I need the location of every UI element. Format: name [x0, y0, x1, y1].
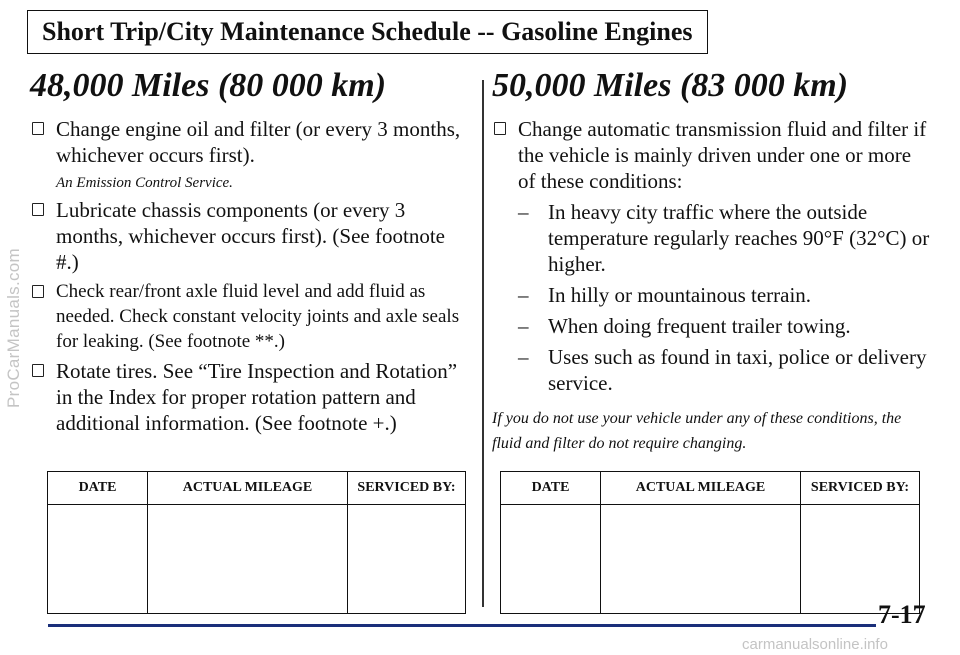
checklist-item — [30, 197, 470, 275]
checklist-item — [30, 279, 470, 354]
left-column-title: 48,000 Miles (80 000 km) — [30, 67, 387, 104]
condition-item — [492, 313, 932, 339]
service-log-table-left — [47, 471, 466, 614]
condition-item — [492, 344, 932, 396]
serviced-by-cell[interactable] — [348, 505, 466, 614]
checkbox-icon[interactable] — [32, 203, 44, 216]
table-header-row — [501, 472, 920, 505]
date-cell[interactable] — [48, 505, 148, 614]
checklist-item-text: Rotate tires. See “Tire Inspection and Rotation” in the Index for proper rotation pattern and additional information. (See footnote +.) — [56, 359, 458, 435]
mileage-cell[interactable] — [601, 505, 801, 614]
dash-bullet: – — [518, 345, 529, 369]
right-column — [492, 66, 932, 456]
date-header: DATE — [501, 472, 601, 505]
date-cell[interactable] — [501, 505, 601, 614]
dash-bullet: – — [518, 200, 529, 224]
condition-text: When doing frequent trailer towing. — [548, 314, 851, 338]
table-row — [48, 505, 466, 614]
left-column — [30, 66, 470, 436]
right-column-title: 50,000 Miles (83 000 km) — [492, 67, 849, 104]
dash-bullet: – — [518, 283, 529, 307]
checkbox-icon[interactable] — [32, 122, 44, 135]
side-watermark-text: ProCarManuals.com — [4, 247, 24, 408]
condition-text: In hilly or mountainous terrain. — [548, 283, 812, 307]
section-title: Short Trip/City Maintenance Schedule -- Gasoline Engines — [42, 17, 693, 46]
table-row — [501, 505, 920, 614]
checklist-item-text: Check rear/front axle fluid level and add fluid as needed. Check constant velocity joints and axle seals for leaking. (See footnote **.) — [56, 281, 460, 352]
condition-text: Uses such as found in taxi, police or delivery service. — [548, 345, 927, 395]
conditions-note: If you do not use your vehicle under any of these conditions, the fluid and filter do not require changing. — [492, 410, 902, 452]
condition-text: In heavy city traffic where the outside temperature regularly reaches 90°F (32°C) or higher. — [548, 200, 930, 276]
mileage-header: ACTUAL MILEAGE — [148, 472, 348, 505]
footer-rule — [48, 624, 876, 627]
serviced-by-header: SERVICED BY: — [348, 472, 466, 505]
checkbox-icon[interactable] — [32, 285, 44, 298]
emission-note: An Emission Control Service. — [56, 175, 233, 191]
service-log-table-right — [500, 471, 920, 614]
condition-item — [492, 282, 932, 308]
checklist-item — [492, 116, 932, 194]
checkbox-icon[interactable] — [494, 122, 506, 135]
page-number: 7-17 — [878, 600, 926, 629]
dash-bullet: – — [518, 314, 529, 338]
checklist-item-text: Change automatic transmission fluid and filter if the vehicle is mainly driven under one or more of these conditions: — [518, 117, 927, 193]
serviced-by-cell[interactable] — [801, 505, 920, 614]
mileage-cell[interactable] — [148, 505, 348, 614]
table-header-row — [48, 472, 466, 505]
section-header — [27, 10, 708, 54]
checklist-item — [30, 116, 470, 193]
checklist-item-text: Lubricate chassis components (or every 3 months, whichever occurs first). (See footnote #.) — [56, 198, 445, 274]
checkbox-icon[interactable] — [32, 364, 44, 377]
column-divider — [482, 80, 484, 607]
condition-item — [492, 199, 932, 277]
checklist-item — [30, 358, 470, 436]
bottom-watermark: carmanualsonline.info — [742, 636, 888, 653]
side-watermark — [2, 0, 26, 655]
mileage-header: ACTUAL MILEAGE — [601, 472, 801, 505]
date-header: DATE — [48, 472, 148, 505]
serviced-by-header: SERVICED BY: — [801, 472, 920, 505]
checklist-item-text: Change engine oil and filter (or every 3 months, whichever occurs first). — [56, 117, 461, 167]
